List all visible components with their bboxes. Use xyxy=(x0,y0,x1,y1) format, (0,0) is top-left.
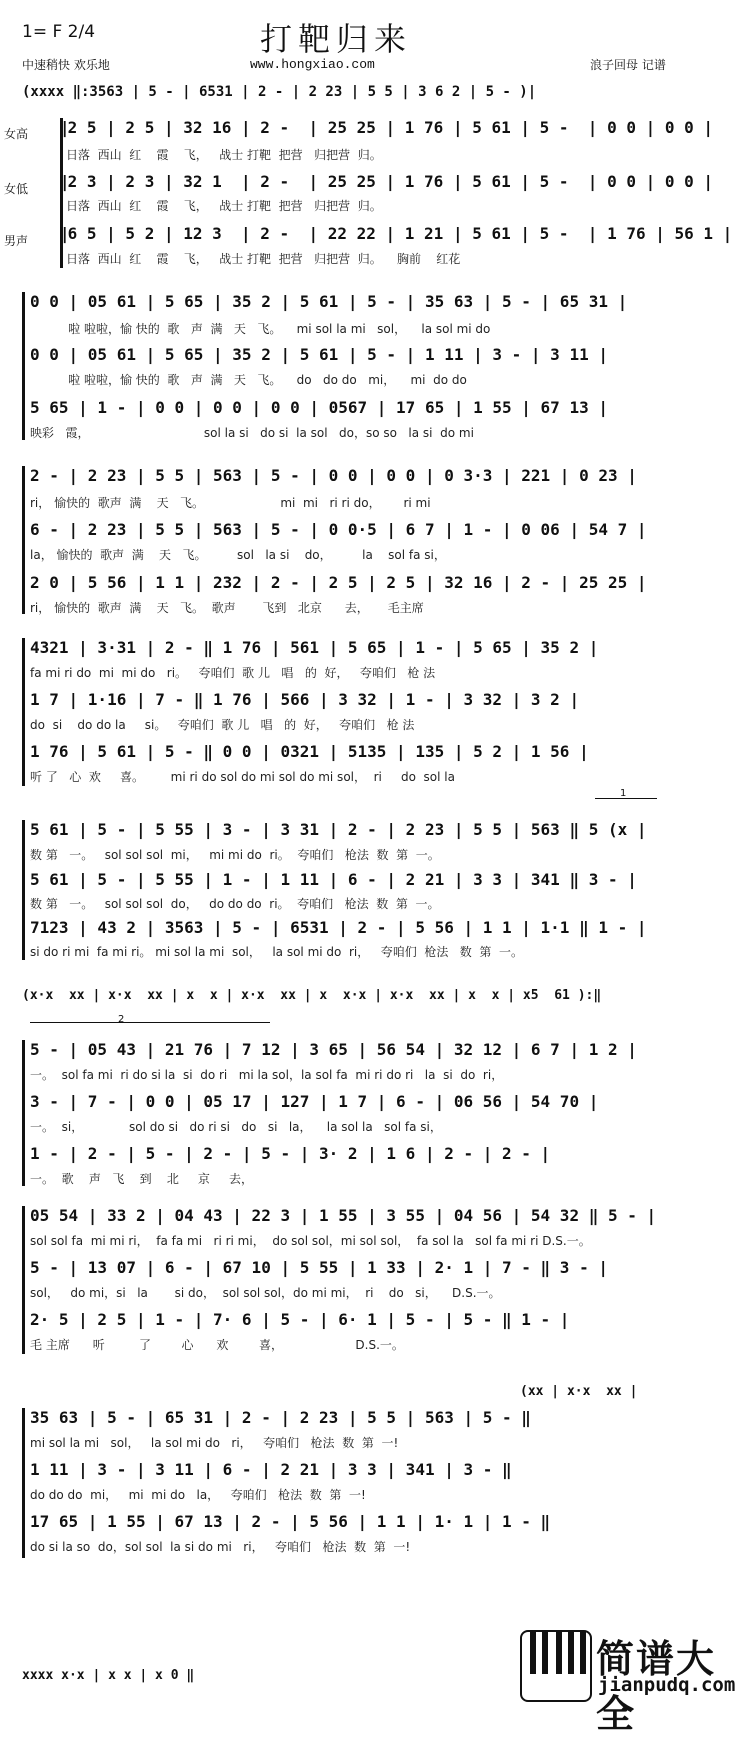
lyric-line: 日落 西山 红 霞 飞， 战士 打靶 把营 归把营 归。 xyxy=(66,199,382,213)
notation-line: 5 - | 13 07 | 6 - | 67 10 | 5 55 | 1 33 | 2· 1 | 7 - ‖ 3 - | xyxy=(30,1258,608,1277)
notation-line: 2 - | 2 23 | 5 5 | 563 | 5 - | 0 0 | 0 0 | 0 3·3 | 221 | 0 23 | xyxy=(30,466,637,485)
notation-line: 2· 5 | 2 5 | 1 - | 7· 6 | 5 - | 6· 1 | 5 - | 5 - ‖ 1 - | xyxy=(30,1310,570,1329)
system-bracket xyxy=(22,1206,28,1354)
notation-line: 4321 | 3·31 | 2 - ‖ 1 76 | 561 | 5 65 | 1 - | 5 65 | 35 2 | xyxy=(30,638,599,657)
lyric-line: ri， 愉快的 歌声 满 天 飞。 歌声 飞到 北京 去， 毛主席 xyxy=(30,601,424,615)
notation-line: 3 - | 7 - | 0 0 | 05 17 | 127 | 1 7 | 6 - | 06 56 | 54 70 | xyxy=(30,1092,599,1111)
lyric-line: sol， do mi，si la si do， sol sol sol，do mi mi， ri do si， D.S.一。 xyxy=(30,1286,501,1300)
system-bracket xyxy=(22,1040,28,1186)
lyric-line: 一。 sol fa mi ri do si la si do ri mi la sol，la sol fa mi ri do ri la si do ri， xyxy=(30,1068,504,1082)
voice-label-alto: 女低 xyxy=(4,182,29,196)
notation-line: 5 61 | 5 - | 5 55 | 1 - | 1 11 | 6 - | 2 21 | 3 3 | 341 ‖ 3 - | xyxy=(30,870,637,889)
notation-line: 1 7 | 1·16 | 7 - ‖ 1 76 | 566 | 3 32 | 1 - | 3 32 | 3 2 | xyxy=(30,690,580,709)
system-bracket xyxy=(22,1408,28,1558)
notation-line: 5 61 | 5 - | 5 55 | 3 - | 3 31 | 2 - | 2 23 | 5 5 | 563 ‖ 5 (x | xyxy=(30,820,647,839)
notation-line: ‖2 5 | 2 5 | 32 16 | 2 - | 25 25 | 1 76 | 5 61 | 5 - | 0 0 | 0 0 | xyxy=(58,118,714,137)
lyric-line: 日落 西山 红 霞 飞， 战士 打靶 把营 归把营 归。 xyxy=(66,148,382,162)
notation-line: 2 0 | 5 56 | 1 1 | 232 | 2 - | 2 5 | 2 5 | 32 16 | 2 - | 25 25 | xyxy=(30,573,647,592)
percussion-line: (x·x xx | x·x xx | x x | x·x xx | x x·x | x·x xx | x x | x5 61 ):‖ xyxy=(22,988,602,1003)
notation-line: ‖6 5 | 5 2 | 12 3 | 2 - | 22 22 | 1 21 | 5 61 | 5 - | 1 76 | 56 1 | xyxy=(58,224,733,243)
lyric-line: fa mi ri do mi mi do ri。 夸咱们 歌 儿 唱 的 好， 夸咱们 枪 法 xyxy=(30,666,436,680)
site-logo xyxy=(520,1630,735,1736)
lyric-line: 一。 si， sol do si do ri si do si la， la sol la sol fa si， xyxy=(30,1120,442,1134)
lyric-line: mi sol la mi sol， la sol mi do ri， 夸咱们 枪法 数 第 一! xyxy=(30,1436,399,1450)
lyric-line: 日落 西山 红 霞 飞， 战士 打靶 把营 归把营 归。 胸前 红花 xyxy=(66,252,461,266)
notation-line: 1 - | 2 - | 5 - | 2 - | 5 - | 3· 2 | 1 6 | 2 - | 2 - | xyxy=(30,1144,551,1163)
system-bracket xyxy=(22,820,28,960)
song-title: 打靶归来 xyxy=(260,20,413,58)
lyric-line: ri， 愉快的 歌声 满 天 飞。 mi mi ri ri do， ri mi xyxy=(30,496,431,510)
lyric-line: la， 愉快的 歌声 满 天 飞。 sol la si do， la sol fa si， xyxy=(30,548,446,562)
voice-label-soprano: 女高 xyxy=(4,127,29,141)
percussion-line: xxxx x·x | x x | x 0 ‖ xyxy=(22,1668,195,1683)
notation-line: 0 0 | 05 61 | 5 65 | 35 2 | 5 61 | 5 - | 1 11 | 3 - | 3 11 | xyxy=(30,345,608,364)
notation-line: 7123 | 43 2 | 3563 | 5 - | 6531 | 2 - | 5 56 | 1 1 | 1·1 ‖ 1 - | xyxy=(30,918,647,937)
notation-line: ‖2 3 | 2 3 | 32 1 | 2 - | 25 25 | 1 76 | 5 61 | 5 - | 0 0 | 0 0 | xyxy=(58,172,714,191)
lyric-line: 啦 啦啦，愉 快的 歌 声 满 天 飞。 do do do mi， mi do do xyxy=(30,373,467,387)
second-ending-number: 2 xyxy=(118,1014,125,1025)
notation-line: 0 0 | 05 61 | 5 65 | 35 2 | 5 61 | 5 - | 35 63 | 5 - | 65 31 | xyxy=(30,292,628,311)
first-ending-number: 1 xyxy=(620,788,627,799)
intro-line: (xxxx ‖:3563 | 5 - | 6531 | 2 - | 2 23 | 5 5 | 3 6 2 | 5 - )| xyxy=(22,84,537,100)
notation-line: 35 63 | 5 - | 65 31 | 2 - | 2 23 | 5 5 | 563 | 5 - ‖ xyxy=(30,1408,531,1427)
notation-line: 5 - | 05 43 | 21 76 | 7 12 | 3 65 | 56 54 | 32 12 | 6 7 | 1 2 | xyxy=(30,1040,637,1059)
notation-line: 17 65 | 1 55 | 67 13 | 2 - | 5 56 | 1 1 | 1· 1 | 1 - ‖ xyxy=(30,1512,551,1531)
percussion-line: (xx | x·x xx | xyxy=(520,1384,638,1399)
logo-text: 简谱大全 xyxy=(596,1637,717,1736)
system-bracket xyxy=(22,292,28,440)
key-signature: 1= F 2/4 xyxy=(22,22,96,42)
lyric-line: 啦 啦啦，愉 快的 歌 声 满 天 飞。 mi sol la mi sol， la sol mi do xyxy=(30,322,491,336)
system-bracket xyxy=(22,466,28,614)
piano-keys-icon xyxy=(520,1630,592,1702)
notation-line: 1 11 | 3 - | 3 11 | 6 - | 2 21 | 3 3 | 341 | 3 - ‖ xyxy=(30,1460,512,1479)
lyric-line: 一。 歌 声 飞 到 北 京 去， xyxy=(30,1172,253,1186)
lyric-line: 毛 主席 听 了 心 欢 喜， D.S.一。 xyxy=(30,1338,404,1352)
lyric-line: 数 第 一。 sol sol sol mi， mi mi do ri。 夸咱们 枪法 数 第 一。 xyxy=(30,848,440,862)
arranger-credit: 浪子回母 记谱 xyxy=(590,58,666,72)
lyric-line: do do do mi， mi mi do la， 夸咱们 枪法 数 第 一! xyxy=(30,1488,366,1502)
voice-label-male: 男声 xyxy=(4,234,29,248)
lyric-line: 映彩 霞， sol la si do si la sol do，so so la si do mi xyxy=(30,426,474,440)
lyric-line: si do ri mi fa mi ri。 mi sol la mi sol， la sol mi do ri， 夸咱们 枪法 数 第 一。 xyxy=(30,945,524,959)
lyric-line: do si do do la si。 夸咱们 歌 儿 唱 的 好， 夸咱们 枪 法 xyxy=(30,718,415,732)
system-bracket xyxy=(22,638,28,786)
lyric-line: sol sol fa mi mi ri， fa fa mi ri ri mi， do sol sol，mi sol sol， fa sol la sol fa mi ri D.S.一。 xyxy=(30,1234,591,1248)
second-ending-bracket xyxy=(30,1022,270,1023)
tempo-marking: 中速稍快 欢乐地 xyxy=(22,58,110,72)
source-site: www.hongxiao.com xyxy=(250,57,375,72)
system-bracket xyxy=(60,118,66,268)
notation-line: 05 54 | 33 2 | 04 43 | 22 3 | 1 55 | 3 55 | 04 56 | 54 32 ‖ 5 - | xyxy=(30,1206,657,1225)
notation-line: 5 65 | 1 - | 0 0 | 0 0 | 0 0 | 0567 | 17 65 | 1 55 | 67 13 | xyxy=(30,398,608,417)
lyric-line: 听 了 心 欢 喜。 mi ri do sol do mi sol do mi sol， ri do sol la xyxy=(30,770,455,784)
lyric-line: 数 第 一。 sol sol sol do， do do do ri。 夸咱们 枪法 数 第 一。 xyxy=(30,897,440,911)
logo-url: jianpudq.com xyxy=(598,1674,735,1696)
notation-line: 6 - | 2 23 | 5 5 | 563 | 5 - | 0 0·5 | 6 7 | 1 - | 0 06 | 54 7 | xyxy=(30,520,647,539)
lyric-line: do si la so do，sol sol la si do mi ri， 夸咱们 枪法 数 第 一! xyxy=(30,1540,411,1554)
notation-line: 1 76 | 5 61 | 5 - ‖ 0 0 | 0321 | 5135 | 135 | 5 2 | 1 56 | xyxy=(30,742,589,761)
